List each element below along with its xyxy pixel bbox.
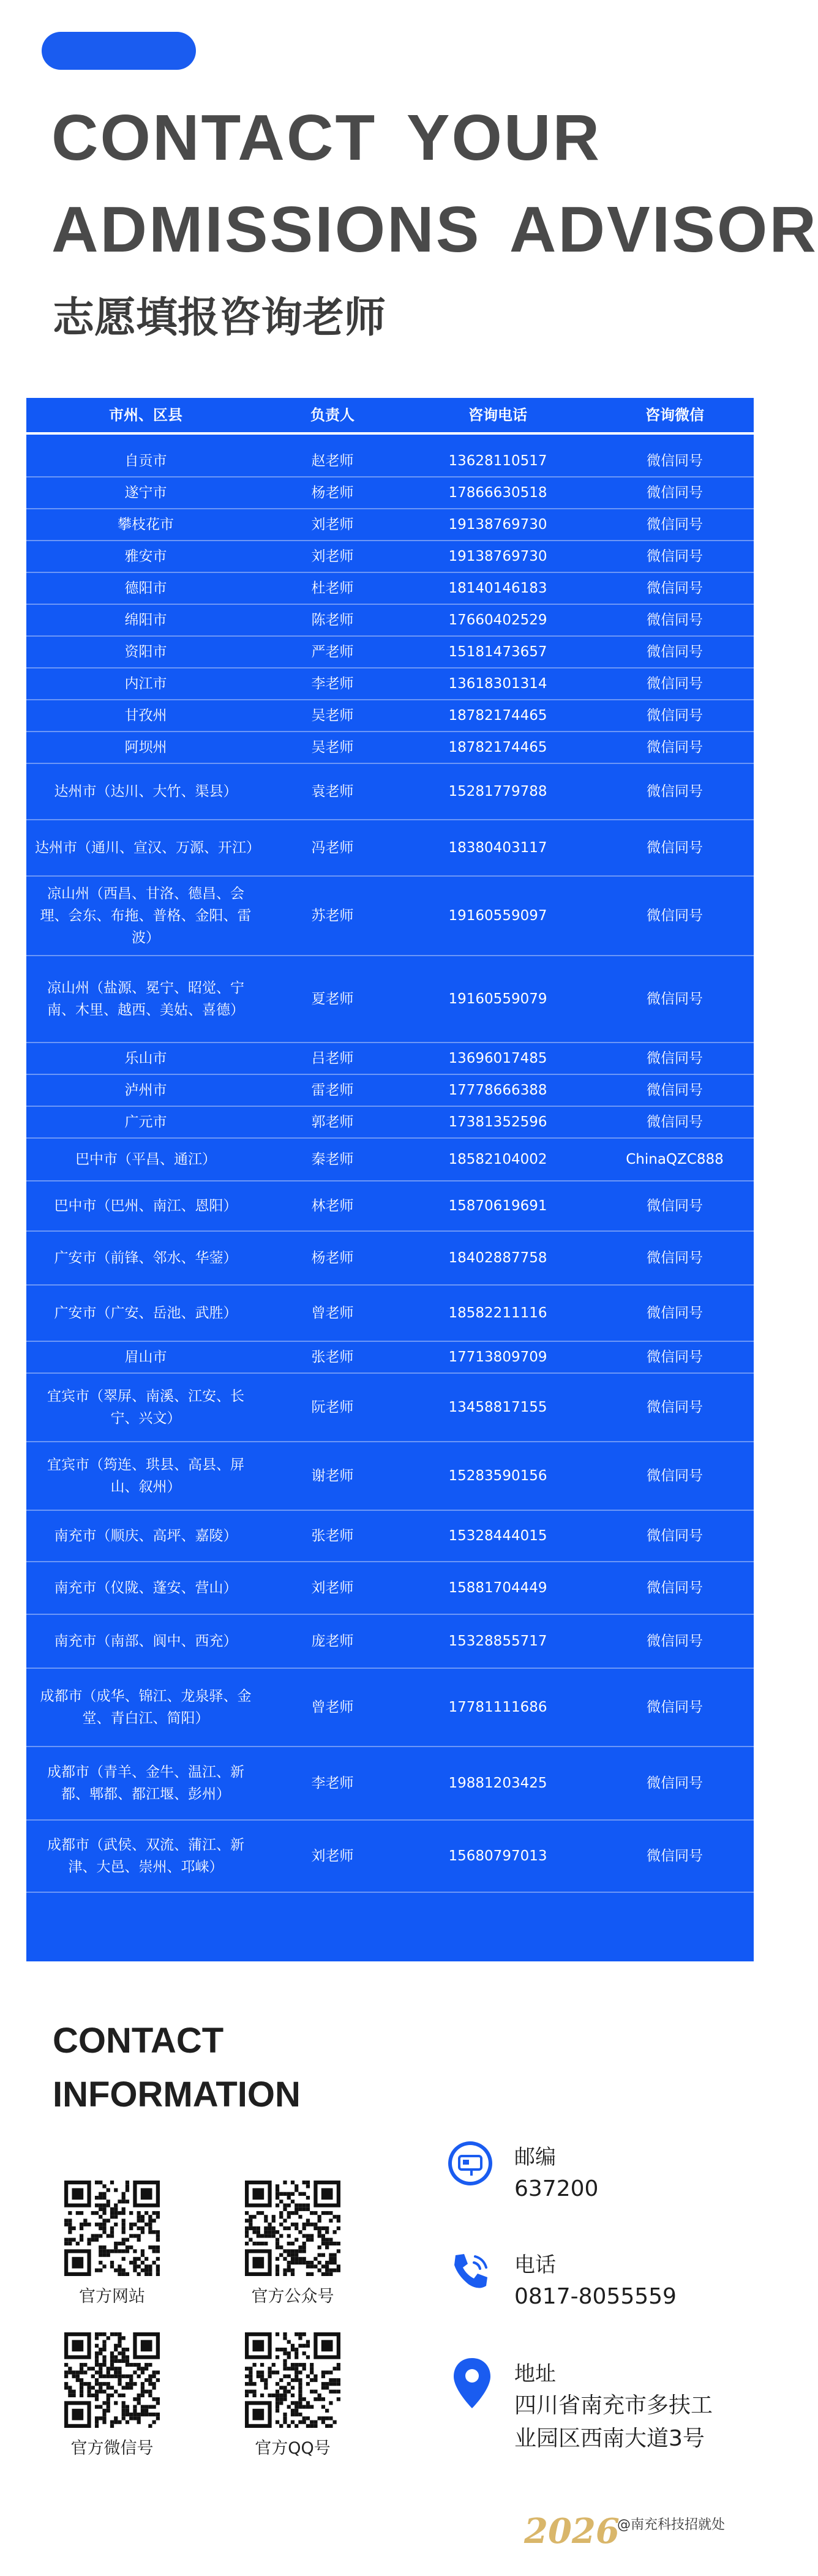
address-line-2: 业园区西南大道3号 <box>514 2426 705 2451</box>
wechat-cell: 微信同号 <box>647 1399 703 1415</box>
area-cell: 资阳市 <box>124 644 167 660</box>
phone-cell[interactable]: 17781111686 <box>448 1699 547 1715</box>
table-row <box>26 956 754 1043</box>
qr-code-qq[interactable] <box>245 2332 340 2428</box>
phone-cell[interactable]: 18582211116 <box>448 1305 547 1321</box>
wechat-cell: 微信同号 <box>647 1114 703 1130</box>
phone-value[interactable]: 0817-8055559 <box>514 2284 677 2309</box>
qr-label-qq: 官方QQ号 <box>255 2439 331 2458</box>
wechat-cell: 微信同号 <box>647 1848 703 1864</box>
person-cell: 杨老师 <box>311 1250 354 1266</box>
phone-cell[interactable]: 13628110517 <box>448 453 547 469</box>
phone-cell[interactable]: 15283590156 <box>448 1468 547 1484</box>
phone-cell[interactable]: 15328444015 <box>448 1528 547 1544</box>
table-row <box>26 509 754 541</box>
area-cell: 遂宁市 <box>124 485 167 501</box>
table-row <box>26 1442 754 1511</box>
phone-label: 电话 <box>514 2253 556 2277</box>
phone-cell[interactable]: 17381352596 <box>448 1114 547 1130</box>
contact-title <box>53 2014 301 2122</box>
person-cell: 庞老师 <box>311 1633 354 1649</box>
table-row <box>26 764 754 820</box>
area-cell: 甘孜州 <box>124 708 167 724</box>
wechat-cell: 微信同号 <box>647 908 703 924</box>
header-person: 负责人 <box>310 406 355 424</box>
person-cell: 袁老师 <box>311 784 354 799</box>
table-row <box>26 1511 754 1562</box>
table-row <box>26 1821 754 1893</box>
phone-cell[interactable]: 19160559097 <box>448 908 547 924</box>
phone-cell[interactable]: 18782174465 <box>448 739 547 755</box>
phone-cell[interactable]: 19138769730 <box>448 517 547 533</box>
person-cell: 张老师 <box>311 1349 354 1365</box>
header-area: 市州、区县 <box>109 406 182 424</box>
phone-cell[interactable]: 18380403117 <box>448 840 547 856</box>
table-body <box>26 446 754 1961</box>
table-row <box>26 1043 754 1075</box>
table-row <box>26 1669 754 1747</box>
table-row <box>26 1342 754 1374</box>
area-cell: 宜宾市（翠屏、南溪、江安、长宁、兴文） <box>47 1388 244 1426</box>
wechat-cell: 微信同号 <box>647 1349 703 1365</box>
phone-cell[interactable]: 15881704449 <box>448 1580 547 1596</box>
table-row <box>26 1615 754 1669</box>
wechat-cell: 微信同号 <box>647 1699 703 1715</box>
person-cell: 阮老师 <box>311 1399 354 1415</box>
address-label: 地址 <box>514 2362 556 2386</box>
phone-cell[interactable]: 18582104002 <box>448 1151 547 1167</box>
wechat-cell: 微信同号 <box>647 840 703 856</box>
wechat-cell: 微信同号 <box>647 580 703 596</box>
wechat-cell: 微信同号 <box>647 1198 703 1214</box>
wechat-cell: 微信同号 <box>647 485 703 501</box>
person-cell: 杨老师 <box>311 485 354 501</box>
header-accent-pill <box>42 32 196 70</box>
headline-line-1: CONTACT YOUR <box>51 102 602 174</box>
wechat-cell: 微信同号 <box>647 991 703 1007</box>
wechat-cell: 微信同号 <box>647 739 703 755</box>
area-cell: 内江市 <box>124 676 167 692</box>
table-row <box>26 1181 754 1232</box>
area-cell: 自贡市 <box>124 453 167 469</box>
phone-cell[interactable]: 17866630518 <box>448 485 547 501</box>
table-row <box>26 446 754 477</box>
table-row <box>26 1286 754 1342</box>
table-row <box>26 605 754 637</box>
wechat-cell: 微信同号 <box>647 1528 703 1544</box>
phone-cell[interactable]: 15281779788 <box>448 784 547 799</box>
person-cell: 张老师 <box>311 1528 354 1544</box>
person-cell: 刘老师 <box>311 517 354 533</box>
anniversary-year: 2026 <box>524 2511 620 2552</box>
area-cell: 巴中市（平昌、通江） <box>75 1151 216 1167</box>
area-cell: 成都市（成华、锦江、龙泉驿、金堂、青白江、简阳） <box>40 1688 252 1726</box>
wechat-cell: 微信同号 <box>647 453 703 469</box>
wechat-cell: 微信同号 <box>647 708 703 724</box>
qr-label-wechat: 官方微信号 <box>70 2439 154 2458</box>
phone-cell[interactable]: 17778666388 <box>448 1082 547 1098</box>
area-cell: 巴中市（巴州、南江、恩阳） <box>54 1198 238 1214</box>
table-row <box>26 573 754 605</box>
area-cell: 广元市 <box>124 1114 167 1130</box>
wechat-cell: 微信同号 <box>647 517 703 533</box>
wechat-cell: 微信同号 <box>647 644 703 660</box>
location-pin-icon <box>452 2357 492 2409</box>
person-cell: 杜老师 <box>311 580 354 596</box>
table-row <box>26 541 754 573</box>
phone-cell[interactable]: 19881203425 <box>448 1775 547 1791</box>
person-cell: 吕老师 <box>311 1050 354 1066</box>
area-cell: 凉山州（西昌、甘洛、德昌、会理、会东、布拖、普格、金阳、雷波） <box>40 886 252 946</box>
table-row <box>26 1562 754 1615</box>
contact-title-line-1: CONTACT <box>53 2021 224 2061</box>
person-cell: 曾老师 <box>311 1305 354 1321</box>
phone-cell[interactable]: 13696017485 <box>448 1050 547 1066</box>
phone-cell[interactable]: 15328855717 <box>448 1633 547 1649</box>
person-cell: 夏老师 <box>311 991 354 1007</box>
table-row <box>26 820 754 877</box>
area-cell: 绵阳市 <box>124 612 167 628</box>
area-cell: 南充市（南部、阆中、西充） <box>54 1633 238 1649</box>
person-cell: 郭老师 <box>311 1114 354 1130</box>
table-row <box>26 877 754 956</box>
area-cell: 德阳市 <box>124 580 167 596</box>
person-cell: 谢老师 <box>311 1468 354 1484</box>
wechat-cell: 微信同号 <box>647 612 703 628</box>
area-cell: 成都市（武侯、双流、蒲江、新津、大邑、崇州、邛崃） <box>47 1837 244 1875</box>
table-row <box>26 700 754 732</box>
phone-cell[interactable]: 15680797013 <box>448 1848 547 1864</box>
wechat-cell: 微信同号 <box>647 549 703 564</box>
person-cell: 严老师 <box>311 644 354 660</box>
person-cell: 吴老师 <box>311 739 354 755</box>
area-cell: 攀枝花市 <box>118 517 174 533</box>
person-cell: 曾老师 <box>311 1699 354 1715</box>
person-cell: 赵老师 <box>311 453 354 469</box>
mailbox-icon <box>447 2140 493 2187</box>
qr-code-wechat[interactable] <box>64 2332 160 2428</box>
person-cell: 吴老师 <box>311 708 354 724</box>
person-cell: 冯老师 <box>311 840 354 856</box>
area-cell: 广安市（前锋、邻水、华蓥） <box>54 1250 238 1266</box>
page-headline <box>51 92 818 275</box>
wechat-cell: 微信同号 <box>647 1305 703 1321</box>
headline-line-2: ADMISSIONS ADVISOR <box>51 193 818 266</box>
qr-code-official-account[interactable] <box>245 2181 340 2276</box>
advisor-table <box>26 398 754 1961</box>
postcode-label: 邮编 <box>514 2145 556 2170</box>
wechat-cell: ChinaQZC888 <box>626 1151 724 1167</box>
area-cell: 达州市（达川、大竹、渠县） <box>54 784 238 799</box>
area-cell: 南充市（仪陇、蓬安、营山） <box>54 1580 238 1596</box>
wechat-cell: 微信同号 <box>647 1775 703 1791</box>
address-line-1: 四川省南充市多扶工 <box>514 2393 713 2418</box>
person-cell: 雷老师 <box>311 1082 354 1098</box>
area-cell: 广安市（广安、岳池、武胜） <box>54 1305 238 1321</box>
table-header-row <box>26 398 754 435</box>
wechat-cell: 微信同号 <box>647 1082 703 1098</box>
table-row <box>26 668 754 700</box>
table-row <box>26 732 754 764</box>
phone-cell[interactable]: 15181473657 <box>448 644 547 660</box>
page-subtitle: 志愿填报咨询老师 <box>53 294 386 342</box>
area-cell: 宜宾市（筠连、珙县、高县、屏山、叙州） <box>47 1457 244 1495</box>
area-cell: 雅安市 <box>124 549 167 564</box>
area-cell: 凉山州（盐源、冕宁、昭觉、宁南、木里、越西、美姑、喜德） <box>47 980 244 1018</box>
wechat-cell: 微信同号 <box>647 676 703 692</box>
wechat-cell: 微信同号 <box>647 1250 703 1266</box>
area-cell: 乐山市 <box>124 1050 167 1066</box>
person-cell: 刘老师 <box>311 1848 354 1864</box>
phone-cell[interactable]: 13458817155 <box>448 1399 547 1415</box>
phone-cell[interactable]: 17713809709 <box>448 1349 547 1365</box>
phone-cell[interactable]: 15870619691 <box>448 1198 547 1214</box>
table-row <box>26 637 754 668</box>
table-row <box>26 1232 754 1286</box>
area-cell: 眉山市 <box>124 1349 167 1365</box>
qr-code-website[interactable] <box>64 2181 160 2276</box>
table-row <box>26 1075 754 1107</box>
footer-org: @南充科技招就处 <box>617 2517 726 2533</box>
person-cell: 秦老师 <box>311 1151 354 1167</box>
phone-cell[interactable]: 18782174465 <box>448 708 547 724</box>
person-cell: 李老师 <box>311 1775 354 1791</box>
contact-title-line-2: INFORMATION <box>53 2075 301 2114</box>
person-cell: 陈老师 <box>311 612 354 628</box>
phone-cell[interactable]: 18402887758 <box>448 1250 547 1266</box>
person-cell: 刘老师 <box>311 549 354 564</box>
area-cell: 泸州市 <box>124 1082 167 1098</box>
area-cell: 达州市（通川、宣汉、万源、开江） <box>35 840 260 856</box>
person-cell: 李老师 <box>311 676 354 692</box>
area-cell: 南充市（顺庆、高坪、嘉陵） <box>54 1528 238 1544</box>
person-cell: 林老师 <box>311 1198 354 1214</box>
phone-cell[interactable]: 13618301314 <box>448 676 547 692</box>
qr-label-website: 官方网站 <box>79 2287 145 2306</box>
table-row <box>26 477 754 509</box>
area-cell: 阿坝州 <box>124 739 167 755</box>
table-row <box>26 1747 754 1821</box>
person-cell: 苏老师 <box>311 908 354 924</box>
person-cell: 刘老师 <box>311 1580 354 1596</box>
wechat-cell: 微信同号 <box>647 1580 703 1596</box>
header-phone: 咨询电话 <box>468 406 527 424</box>
postcode-value: 637200 <box>514 2176 599 2201</box>
phone-cell[interactable]: 17660402529 <box>448 612 547 628</box>
table-row <box>26 1139 754 1181</box>
qr-label-official-account: 官方公众号 <box>251 2287 334 2306</box>
anniversary-logo <box>520 2495 620 2559</box>
phone-cell[interactable]: 19160559079 <box>448 991 547 1007</box>
area-cell: 成都市（青羊、金牛、温江、新都、郫都、都江堰、彭州） <box>47 1764 244 1802</box>
wechat-cell: 微信同号 <box>647 784 703 799</box>
phone-cell[interactable]: 18140146183 <box>448 580 547 596</box>
wechat-cell: 微信同号 <box>647 1050 703 1066</box>
phone-cell[interactable]: 19138769730 <box>448 549 547 564</box>
header-wechat: 咨询微信 <box>645 406 704 424</box>
table-row <box>26 1374 754 1442</box>
phone-icon <box>447 2248 493 2294</box>
wechat-cell: 微信同号 <box>647 1468 703 1484</box>
table-row <box>26 1107 754 1139</box>
wechat-cell: 微信同号 <box>647 1633 703 1649</box>
